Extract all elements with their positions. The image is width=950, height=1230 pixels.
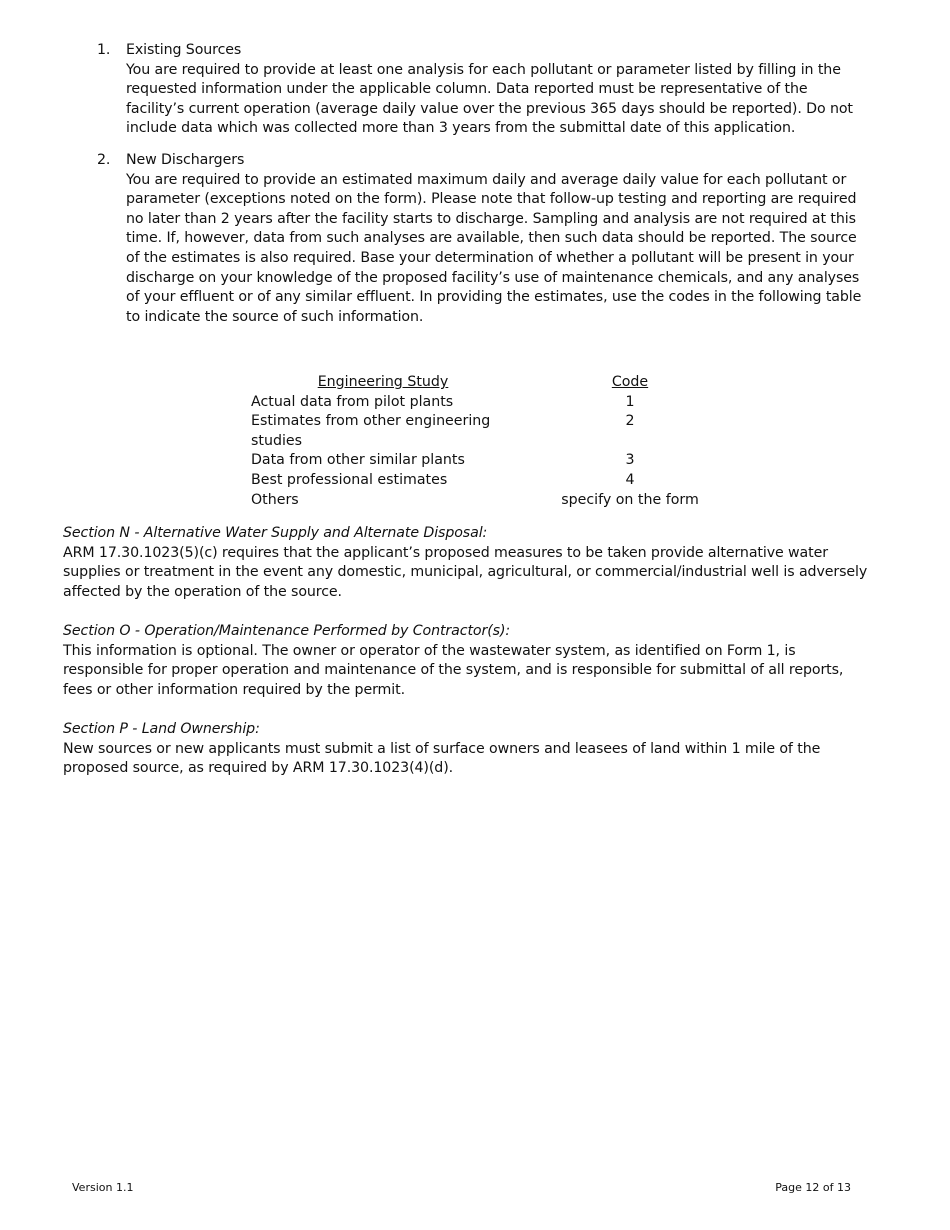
- list-item-new-dischargers: [97, 151, 867, 327]
- table-row: [251, 393, 745, 413]
- engineering-study-codes-table: [251, 373, 745, 510]
- list-item-title: Existing Sources: [126, 42, 242, 58]
- section-p-body: New sources or new applicants must submit a list of surface owners and leasees of land within 1 mile of the proposed source, as required by ARM 17.30.1023(4)(d).: [63, 740, 821, 777]
- list-item-existing-sources: [97, 41, 867, 139]
- table-row: [251, 471, 745, 491]
- section-n-body: ARM 17.30.1023(5)(c) requires that the applicant’s proposed measures to be taken provide alternative water supplies or treatment in the event any domestic, municipal, agricultural, or commercial/industrial well is adversely affected by the operation of the source.: [63, 544, 868, 600]
- section-o: [63, 622, 871, 700]
- code-cell: 4: [625, 471, 635, 488]
- section-o-body: This information is optional. The owner or operator of the wastewater system, as identified on Form 1, is responsible for proper operation and maintenance of the system, and is responsible for submittal of all reports, fees or other information required by the permit.: [63, 642, 844, 698]
- list-number: 1.: [97, 42, 111, 58]
- list-number: 2.: [97, 151, 111, 168]
- study-cell: Estimates from other engineering studies: [251, 413, 491, 449]
- header-engineering-study-label: Engineering Study: [317, 374, 449, 390]
- table-row: [251, 451, 745, 471]
- table-row: [251, 412, 745, 451]
- section-n: [63, 524, 871, 602]
- list-item-title: New Dischargers: [126, 151, 245, 168]
- code-cell: 2: [625, 413, 635, 430]
- study-cell: Others: [251, 491, 299, 508]
- table-header-row: [251, 373, 745, 393]
- section-p-heading: Section P - Land Ownership:: [63, 721, 260, 737]
- study-cell: Best professional estimates: [251, 471, 448, 488]
- header-engineering-study: [251, 373, 515, 393]
- section-o-heading: Section O - Operation/Maintenance Performed by Contractor(s):: [63, 623, 511, 639]
- list-item-body: You are required to provide at least one analysis for each pollutant or parameter listed by filling in the requested information under the applicable column. Data reported must be representative of the facility’s current operation (average daily value over the previous 365 days should be reported). Do not include data which was collected more than 3 years from the submittal date of this application.: [126, 61, 853, 137]
- header-code: [515, 373, 745, 393]
- table-row: [251, 491, 745, 511]
- footer-page-number: Page 12 of 13: [775, 1181, 851, 1194]
- numbered-list: [97, 41, 867, 339]
- list-item-body: You are required to provide an estimated maximum daily and average daily value for each pollutant or parameter (exceptions noted on the form). Please note that follow-up testing and reporting are required no later than 2 years after the facility starts to discharge. Sampling and analysis are not required at this time. If, however, data from such analyses are available, then such data should be reported. The source of the estimates is also required. Base your determination of whether a pollutant will be present in your discharge on your knowledge of the proposed facility’s use of maintenance chemicals, and any analyses of your effluent or of any similar effluent. In providing the estimates, use the codes in the following table to indicate the source of such information.: [126, 171, 862, 325]
- footer-version: Version 1.1: [72, 1181, 134, 1194]
- study-cell: Data from other similar plants: [251, 452, 465, 469]
- code-cell: 3: [625, 452, 635, 469]
- header-code-label: Code: [611, 374, 649, 390]
- section-n-heading: Section N - Alternative Water Supply and Alternate Disposal:: [63, 525, 488, 541]
- section-p: [63, 720, 871, 779]
- code-cell: specify on the form: [561, 491, 699, 508]
- code-cell: 1: [625, 393, 635, 410]
- study-cell: Actual data from pilot plants: [251, 393, 454, 410]
